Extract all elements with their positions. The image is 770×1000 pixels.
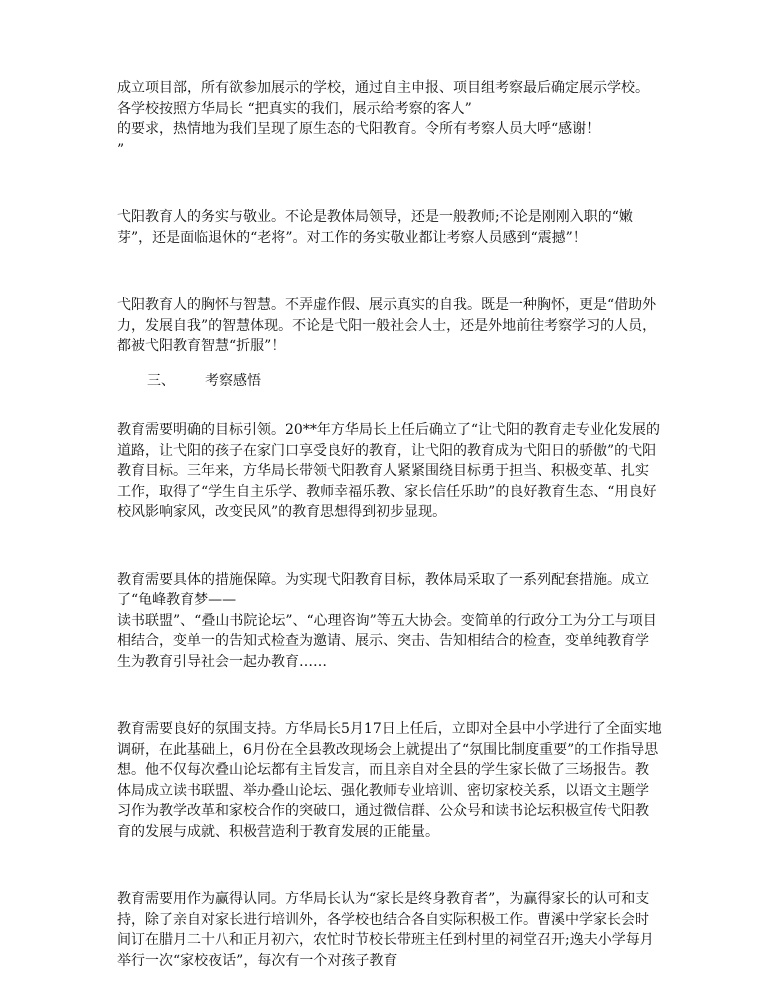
paragraph-spacer [117,357,662,371]
paragraph-atmosphere: 教育需要良好的氛围支持。方华局长5月17日上任后，立即对全县中小学进行了全面实地调研，在此基础上，6月份在全县教改现场会上就提出了“氛围比制度重要”的工作指导思想。他不仅每次叠山论坛都有主旨发言，而且亲自对全县的学生家长做了三场报告。教体局成立读书联盟、举办叠山论坛、强化教师专业培训、密切家校关系，以语文主题学习作为教学改革和家校合作的突破口，通过微信群、公众号和读书论坛积极宣传弋阳教育的发展与成就、积极营造利于教育发展的正能量。 [117,721,662,840]
paragraph-goal-guidance: 教育需要明确的目标引领。20**年方华局长上任后确立了“让弋阳的教育走专业化发展的道路，让弋阳的孩子在家门口享受良好的教育，让弋阳的教育成为弋阳日的骄傲”的弋阳教育目标。三年来，方华局长带领弋阳教育人紧紧围绕目标勇于担当、积极变革、扎实工作，取得了“学生自主乐学、教师幸福乐教、家长信任乐助”的良好教育生态、“用良好校风影响家风，改变民风”的教育思想得到初步显现。 [117,422,660,520]
paragraph-wisdom: 弋阳教育人的胸怀与智慧。不弄虚作假、展示真实的自我。既是一种胸怀，更是“借助外力，发展自我”的智慧体现。不论是弋阳一般社会人士，还是外地前往考察学习的人员，都被弋阳教育智慧“折服”！ [117,297,657,354]
paragraph-spacer [117,391,662,420]
paragraph-spacer [117,248,662,295]
paragraph-spacer [117,523,662,570]
paragraph-spacer [117,160,662,207]
paragraph-measures: 教育需要具体的措施保障。为实现弋阳教育目标，教体局采取了一系列配套措施。成立了“龟峰教育梦—— 读书联盟”、“叠山书院论坛”、“心理咨询”等五大协会。变简单的行政分工为分工与项目相结合，变单一的告知式检查为邀请、展示、突击、告知相结合的检查，变单纯教育学生为教育引导社会一起办教育…… [117,571,657,670]
section-heading [117,371,662,392]
paragraph-exhibition-schools: 成立项目部，所有欲参加展示的学校，通过自主申报、项目组考察最后确定展示学校。各学校按照方华局长 “把真实的我们，展示给考察的客人” 的要求，热情地为我们呈现了原生态的弋阳教育。令所有考察人员大呼“感谢！ ” [117,80,649,158]
paragraph-spacer [117,672,662,719]
paragraph-pragmatism: 弋阳教育人的务实与敬业。不论是教体局领导，还是一般教师;不论是刚刚入职的“嫩芽”，还是面临退休的“老将”。对工作的务实敬业都让考察人员感到“震撼”！ [117,209,633,246]
section-title: 考察感悟 [205,372,261,389]
section-number: 三、 [147,372,175,389]
document-page [117,78,662,971]
paragraph-spacer [117,842,662,889]
paragraph-recognition: 教育需要用作为赢得认同。方华局长认为“家长是终身教育者”，为赢得家长的认可和支持，除了亲自对家长进行培训外，各学校也结合各自实际积极工作。曹溪中学家长会时间订在腊月二十八和正月初六，农忙时节校长带班主任到村里的祠堂召开;逸夫小学每月举行一次“家校夜话”，每次有一个对孩子教育 [117,891,654,969]
